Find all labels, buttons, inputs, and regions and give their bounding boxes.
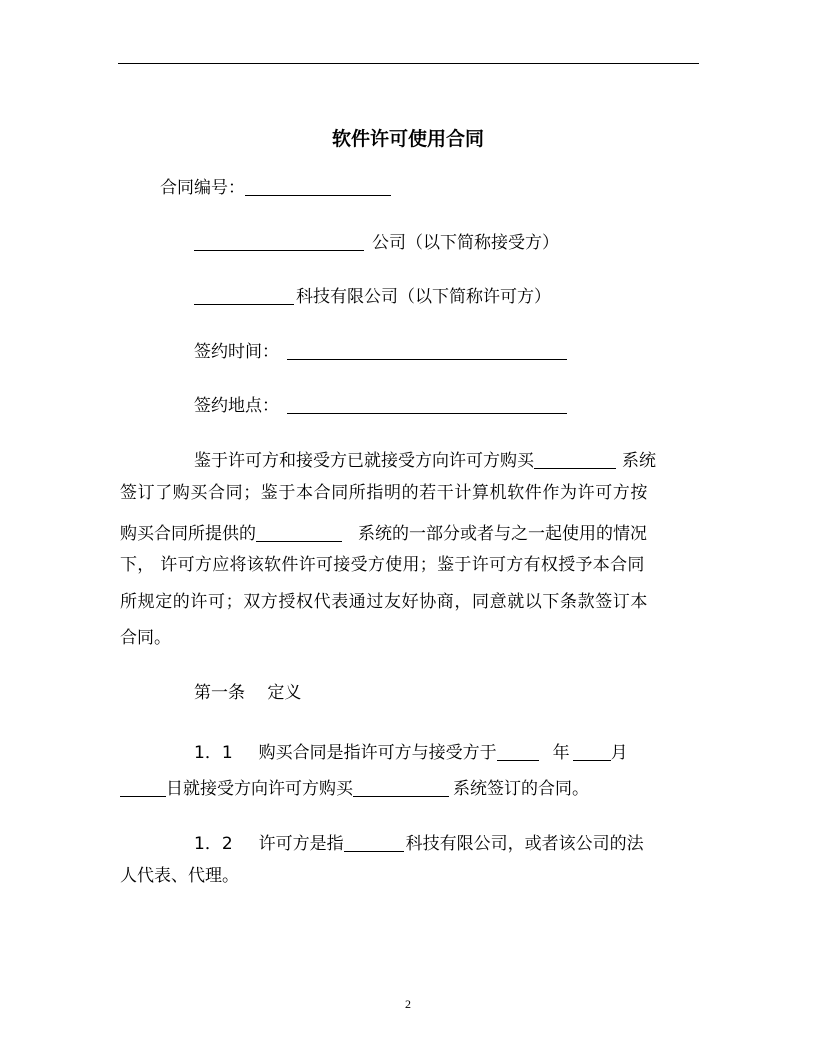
clause-text: 许可方是指 — [258, 834, 344, 854]
system-name-blank[interactable] — [534, 451, 616, 469]
preamble-line-4 — [120, 557, 645, 574]
preamble-text: 购买合同所提供的 — [120, 524, 256, 544]
clause-text: 日就接受方向许可方购买 — [166, 779, 353, 799]
clause-text: 科技有限公司，或者该公司的法 — [405, 834, 644, 854]
sign-time-row — [194, 339, 567, 361]
clause-1-2-line-1 — [194, 831, 644, 853]
clause-number: 1．1 — [194, 743, 233, 763]
licensor-label: 科技有限公司（以下简称许可方） — [296, 287, 551, 307]
system-name-blank-3[interactable] — [353, 779, 449, 797]
licensee-name-blank[interactable] — [194, 233, 364, 251]
preamble-line-5 — [120, 594, 648, 611]
day-blank[interactable] — [120, 779, 166, 797]
sign-place-label: 签约地点： — [194, 396, 279, 416]
contract-number-blank[interactable] — [245, 178, 391, 196]
contract-number-label: 合同编号： — [160, 178, 245, 198]
clause-text: 购买合同是指许可方与接受方于 — [258, 743, 497, 763]
document-title: 软件许可使用合同 — [331, 128, 484, 150]
sign-time-blank[interactable] — [287, 342, 567, 360]
preamble-line-1 — [194, 448, 656, 470]
clause-text: 系统签订的合同。 — [453, 779, 589, 799]
licensor-row — [194, 284, 551, 306]
clause-1-1-line-1 — [194, 740, 628, 762]
clause-number: 1．2 — [194, 834, 233, 854]
article-1-heading: 第一条 定义 — [194, 683, 302, 703]
year-blank[interactable] — [497, 743, 539, 761]
preamble-text: 签订了购买合同；鉴于本合同所指明的若干计算机软件作为许可方按 — [120, 483, 648, 503]
licensee-row — [194, 230, 559, 252]
month-blank[interactable] — [573, 743, 611, 761]
header-rule — [118, 63, 699, 64]
preamble-text: 系统的一部分或者与之一起使用的情况 — [358, 524, 647, 544]
licensee-label: 公司（以下简称接受方） — [372, 233, 559, 253]
system-name-blank-2[interactable] — [256, 524, 342, 542]
preamble-text: 下， 许可方应将该软件许可接受方使用；鉴于许可方有权授予本合同 — [120, 555, 645, 575]
preamble-text: 鉴于许可方和接受方已就接受方向许可方购买 — [194, 451, 534, 471]
clause-text: 年 — [552, 743, 570, 763]
sign-time-label: 签约时间： — [194, 342, 279, 362]
clause-text: 月 — [610, 743, 628, 763]
clause-text: 人代表、代理。 — [120, 866, 239, 886]
preamble-text: 系统 — [622, 451, 656, 471]
contract-number-row — [160, 175, 391, 197]
page-number: 2 — [405, 997, 411, 1011]
sign-place-row — [194, 393, 567, 415]
preamble-line-6 — [120, 630, 171, 647]
preamble-text: 所规定的许可；双方授权代表通过友好协商，同意就以下条款签订本 — [120, 592, 648, 612]
preamble-line-3 — [120, 521, 647, 543]
licensor-company-blank[interactable] — [344, 834, 404, 852]
preamble-text: 合同。 — [120, 628, 171, 648]
clause-1-1-line-2 — [120, 776, 589, 798]
sign-place-blank[interactable] — [287, 396, 567, 414]
preamble-line-2 — [120, 485, 648, 502]
clause-1-2-line-2 — [120, 868, 239, 885]
licensor-name-blank[interactable] — [194, 287, 294, 305]
